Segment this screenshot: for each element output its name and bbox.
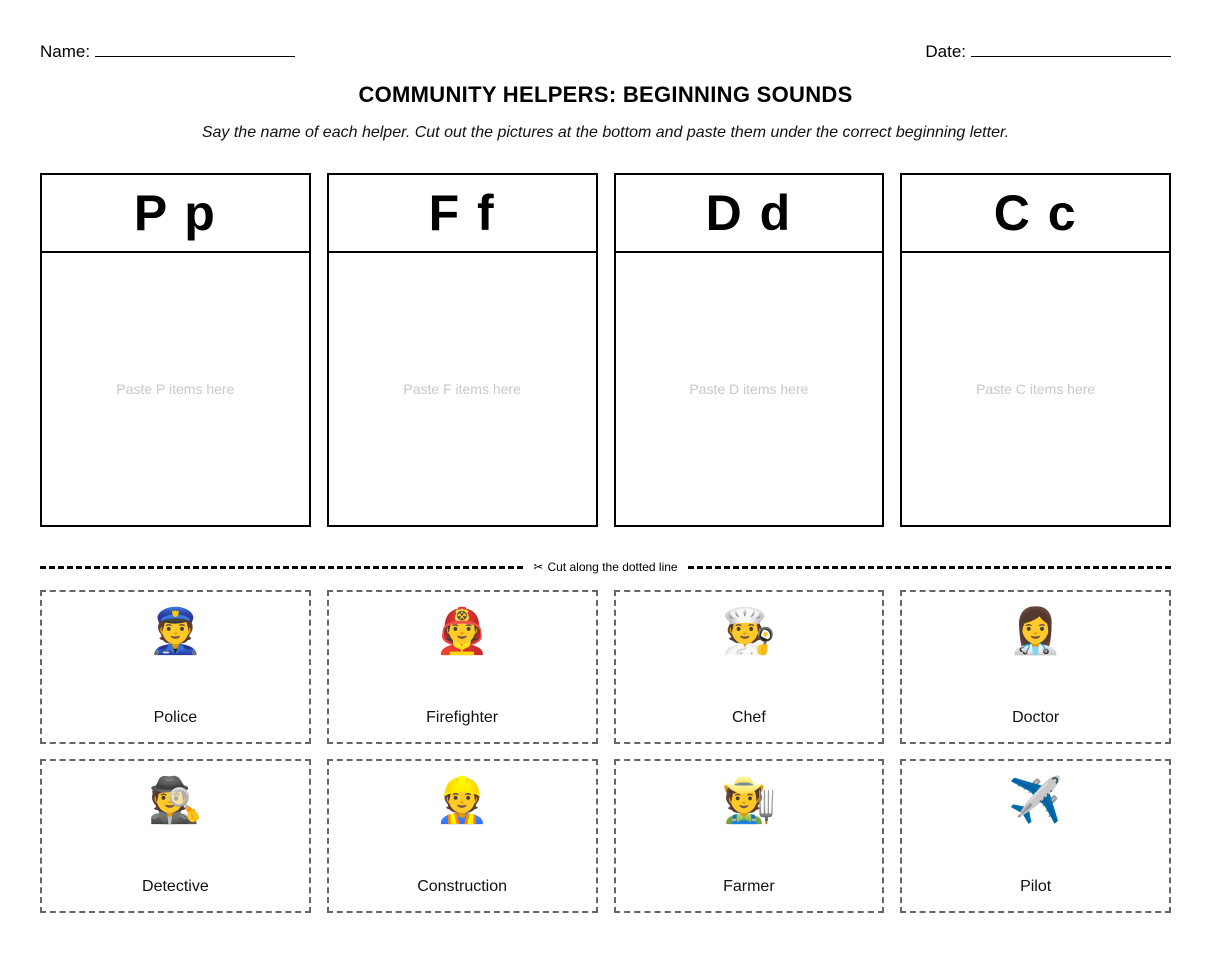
cut-label bbox=[523, 560, 687, 574]
card-label: Chef bbox=[731, 709, 766, 726]
card-label: Police bbox=[153, 709, 198, 726]
sort-boxes bbox=[40, 173, 1171, 527]
date-label: Date: bbox=[925, 42, 966, 61]
sort-box-letters: D d bbox=[616, 175, 883, 253]
cut-line bbox=[40, 558, 1171, 576]
sort-box-f bbox=[327, 173, 598, 527]
card-police[interactable] bbox=[40, 590, 311, 744]
card-label: Doctor bbox=[1012, 709, 1060, 726]
dashed-divider bbox=[688, 566, 1171, 569]
airplane-icon: ✈️ bbox=[1008, 776, 1064, 825]
card-label: Firefighter bbox=[426, 709, 499, 726]
card-detective[interactable] bbox=[40, 759, 311, 913]
sort-box-c bbox=[900, 173, 1171, 527]
sort-box-p bbox=[40, 173, 311, 527]
card-label: Pilot bbox=[1020, 878, 1052, 895]
cook-icon: 🧑‍🍳 bbox=[721, 607, 777, 656]
firefighter-icon: 🧑‍🚒 bbox=[434, 607, 490, 656]
name-label: Name: bbox=[40, 42, 91, 61]
instructions: Say the name of each helper. Cut out the pictures at the bottom and paste them under the correct beginning letter. bbox=[201, 124, 1010, 141]
card-farmer[interactable] bbox=[614, 759, 885, 913]
health-worker-icon: 👩‍⚕️ bbox=[1008, 607, 1064, 656]
police-officer-icon: 👮 bbox=[147, 607, 203, 656]
name-blank-line[interactable] bbox=[95, 55, 295, 57]
cut-label-text: Cut along the dotted line bbox=[547, 560, 678, 574]
sort-box-d bbox=[614, 173, 885, 527]
page-title: COMMUNITY HELPERS: BEGINNING SOUNDS bbox=[358, 82, 853, 107]
card-label: Farmer bbox=[723, 878, 775, 895]
picture-cards bbox=[40, 590, 1171, 913]
dashed-divider bbox=[40, 566, 523, 569]
card-doctor[interactable] bbox=[900, 590, 1171, 744]
header-row bbox=[40, 38, 1171, 62]
detective-icon: 🕵 bbox=[147, 776, 203, 825]
sort-box-letters: P p bbox=[42, 175, 309, 253]
sort-box-letters: C c bbox=[902, 175, 1169, 253]
construction-worker-icon: 👷 bbox=[434, 776, 490, 825]
card-label: Detective bbox=[142, 878, 209, 895]
card-pilot[interactable] bbox=[900, 759, 1171, 913]
date-blank-line[interactable] bbox=[971, 55, 1171, 57]
paste-area[interactable]: Paste D items here bbox=[689, 381, 809, 397]
card-construction[interactable] bbox=[327, 759, 598, 913]
card-label: Construction bbox=[417, 878, 508, 895]
date-field[interactable] bbox=[925, 42, 1171, 62]
card-firefighter[interactable] bbox=[327, 590, 598, 744]
scissors-icon: ✂ bbox=[533, 560, 544, 574]
paste-area[interactable]: Paste P items here bbox=[116, 381, 235, 397]
sort-box-letters: F f bbox=[329, 175, 596, 253]
card-chef[interactable] bbox=[614, 590, 885, 744]
farmer-icon: 🧑‍🌾 bbox=[721, 776, 777, 825]
paste-area[interactable]: Paste F items here bbox=[403, 381, 521, 397]
paste-area[interactable]: Paste C items here bbox=[976, 381, 1096, 397]
name-field[interactable] bbox=[40, 42, 295, 62]
